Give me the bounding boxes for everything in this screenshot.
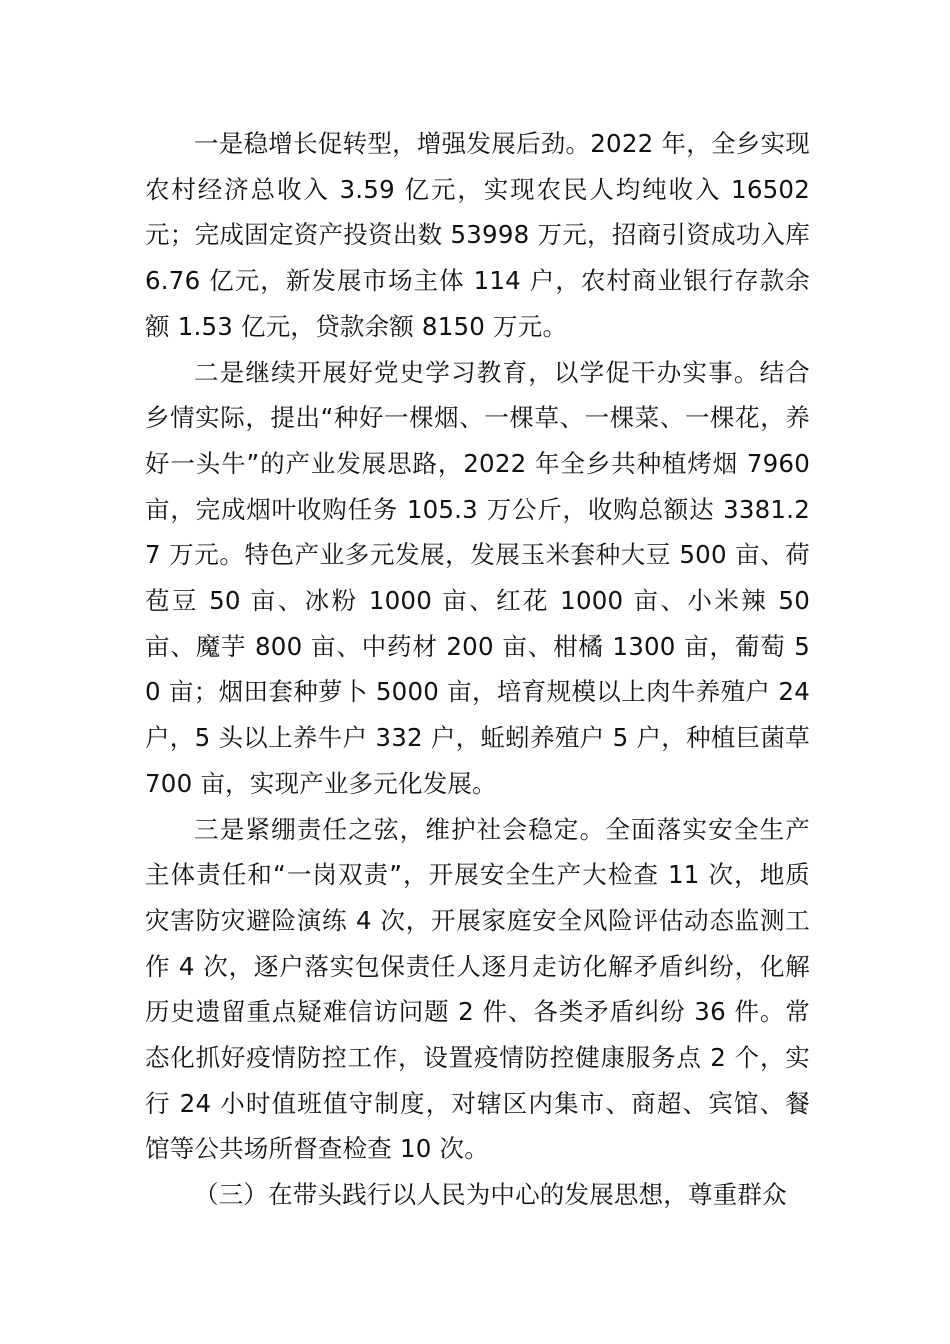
document-body xyxy=(145,121,810,1218)
paragraph-party-history: 二是继续开展好党史学习教育，以学促干办实事。结合乡情实际，提出“种好一棵烟、一棵草、一棵菜、一棵花，养好一头牛”的产业发展思路，2022 年全乡共种植烤烟 7960 亩，完成烟叶收购任务 105.3 万公斤，收购总额达 3381.27 万元。特色产业多元发展，发展玉米套种大豆 500 亩、荷苞豆 50 亩、冰粉 1000 亩、红花 1000 亩、小米辣 50 亩、魔芋 800 亩、中药材 200 亩、柑橘 1300 亩，葡萄 50 亩；烟田套种萝卜 5000 亩，培育规模以上肉牛养殖户 24 户，5 头以上养牛户 332 户，蚯蚓养殖户 5 户，种植巨菌草 700 亩，实现产业多元化发展。 xyxy=(145,357,810,798)
paragraph-section-heading: （三）在带头践行以人民为中心的发展思想，尊重群众 xyxy=(194,1180,787,1210)
paragraph-growth: 一是稳增长促转型，增强发展后劲。2022 年，全乡实现农村经济总收入 3.59 亿元，实现农民人均纯收入 16502 元；完成固定资产投资出数 53998 万元，招商引资成功入库 6.76 亿元，新发展市场主体 114 户，农村商业银行存款余额 1.53 亿元，贷款余额 8150 万元。 xyxy=(145,129,810,341)
paragraph-social-stability: 三是紧绷责任之弦，维护社会稳定。全面落实安全生产主体责任和“一岗双责”，开展安全生产大检查 11 次，地质灾害防灾避险演练 4 次，开展家庭安全风险评估动态监测工作 4 次，逐户落实包保责任人逐月走访化解矛盾纠纷，化解历史遗留重点疑难信访问题 2 件、各类矛盾纠纷 36 件。常态化抓好疫情防控工作，设置疫情防控健康服务点 2 个，实行 24 小时值班值守制度，对辖区内集市、商超、宾馆、餐馆等公共场所督查检查 10 次。 xyxy=(145,814,810,1164)
